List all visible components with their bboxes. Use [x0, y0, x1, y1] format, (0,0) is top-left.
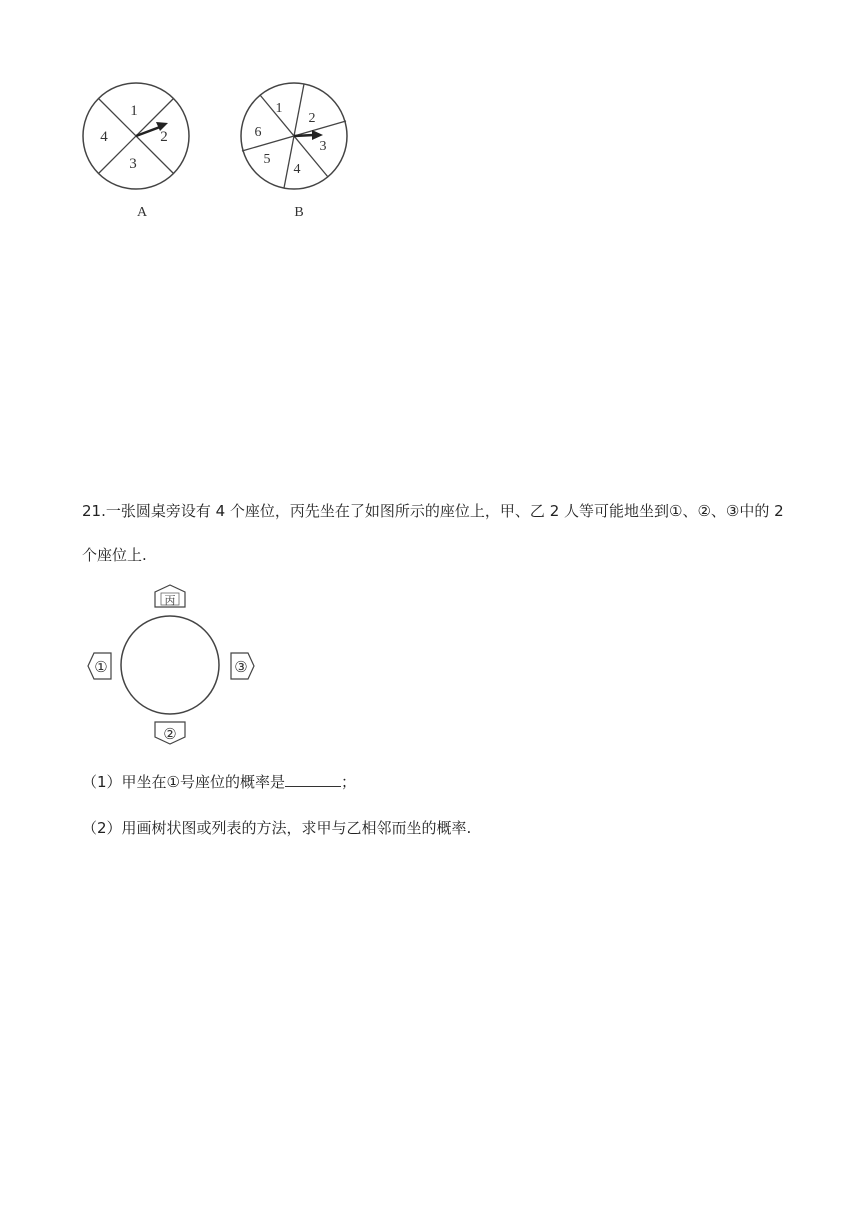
spinner-b-pointer	[294, 135, 314, 136]
spinner-a-figure	[76, 78, 206, 228]
spinner-b-sector-1: 1	[275, 101, 283, 116]
question-21-part-2: （2）用画树状图或列表的方法，求甲与乙相邻而坐的概率.	[82, 819, 472, 837]
seat-left-label: ①	[94, 660, 108, 676]
seat-top-label: 丙	[164, 595, 176, 607]
round-table-circle	[121, 616, 219, 714]
answer-blank	[285, 772, 341, 787]
part-1-suffix: ；	[341, 773, 357, 791]
spinner-b-sector-5: 5	[263, 152, 271, 167]
question-21-part-1	[82, 772, 782, 792]
spinner-b-sector-3: 3	[319, 139, 327, 154]
seat-right-label: ③	[234, 660, 248, 676]
spinner-a-sector-4: 4	[100, 129, 108, 145]
spinner-a-sector-1: 1	[130, 103, 138, 119]
spinner-b-sector-2: 2	[308, 111, 316, 126]
part-1-text: （1）甲坐在①号座位的概率是	[82, 773, 285, 791]
spinner-b-caption: B	[294, 205, 304, 220]
spinner-a-sector-3: 3	[129, 156, 137, 172]
spinner-b-figure	[234, 78, 364, 228]
seat-bottom-label: ②	[163, 727, 177, 743]
spinner-a-sector-2: 2	[160, 129, 168, 145]
spinner-a-caption: A	[136, 205, 148, 220]
question-21-line-1: 21.一张圆桌旁设有 4 个座位，丙先坐在了如图所示的座位上，甲、乙 2 人等可能地坐到①、②、③中的 2	[82, 502, 784, 520]
spinner-b-sector-6: 6	[254, 125, 262, 140]
spinner-b-sector-4: 4	[293, 162, 301, 177]
question-21-line-2: 个座位上.	[82, 546, 147, 564]
round-table-figure	[84, 582, 264, 750]
